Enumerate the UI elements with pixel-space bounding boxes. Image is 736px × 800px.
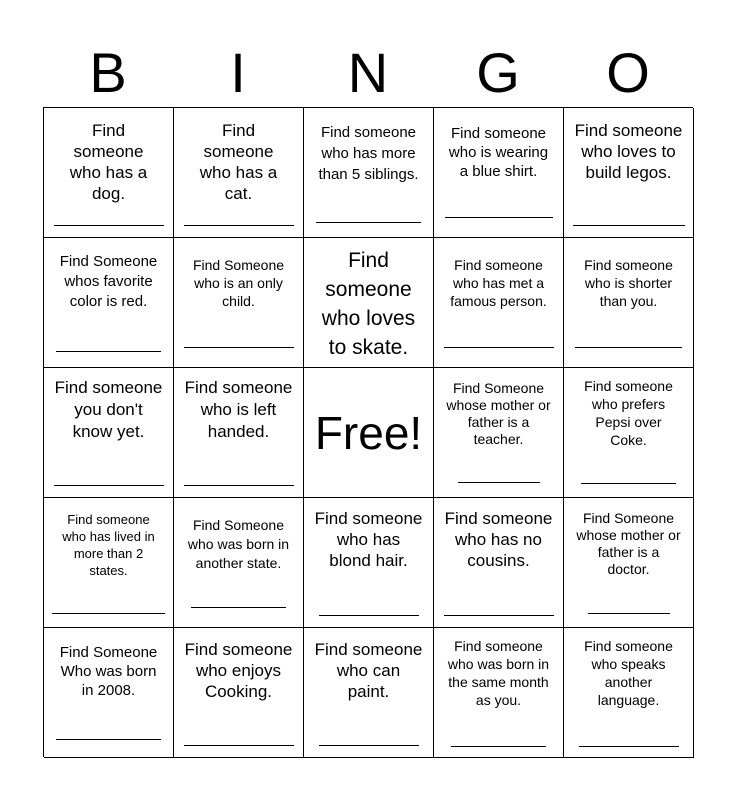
- answer-line: [184, 745, 294, 746]
- bingo-cell[interactable]: [44, 368, 174, 498]
- bingo-cell[interactable]: [434, 628, 564, 758]
- bingo-cell[interactable]: [304, 108, 434, 238]
- bingo-cell-text: Find someone who is left handed.: [184, 378, 293, 441]
- answer-line: [458, 482, 540, 483]
- answer-line: [56, 739, 161, 740]
- bingo-cell[interactable]: [304, 238, 434, 368]
- bingo-cell-text: Find Someone who was born in another state.: [187, 517, 290, 571]
- answer-line: [445, 217, 553, 218]
- free-space-label: Free!: [314, 406, 423, 459]
- bingo-cell-text: Find someone who was born in the same month as you.: [447, 638, 550, 708]
- bingo-cell-text: Find someone who can paint.: [314, 640, 423, 701]
- bingo-cell[interactable]: [434, 498, 564, 628]
- bingo-cell[interactable]: [44, 628, 174, 758]
- header-letter-o: O: [606, 41, 650, 104]
- header-letter-g: G: [476, 41, 520, 104]
- free-space-cell[interactable]: [304, 368, 434, 498]
- bingo-cell[interactable]: [564, 108, 694, 238]
- bingo-cell-text: Find someone who has more than 5 siblings.: [318, 124, 419, 183]
- bingo-cell[interactable]: [304, 498, 434, 628]
- bingo-cell[interactable]: [174, 108, 304, 238]
- answer-line: [54, 225, 164, 226]
- bingo-cell[interactable]: [174, 498, 304, 628]
- bingo-cell[interactable]: [434, 368, 564, 498]
- bingo-cell[interactable]: [174, 238, 304, 368]
- bingo-cell-text: Find someone who has no cousins.: [444, 509, 553, 570]
- bingo-cell-text: Find someone who has a dog.: [69, 121, 148, 203]
- bingo-cell[interactable]: [174, 628, 304, 758]
- header-letter-b: B: [89, 41, 127, 104]
- answer-line: [319, 745, 419, 746]
- bingo-cell[interactable]: [564, 368, 694, 498]
- bingo-cell-text: Find Someone Who was born in 2008.: [59, 644, 158, 699]
- answer-line: [444, 615, 554, 616]
- bingo-cell-text: Find Someone whose mother or father is a teacher.: [446, 380, 551, 447]
- bingo-grid: [43, 107, 693, 757]
- bingo-cell-text: Find Someone whos favorite color is red.: [59, 253, 158, 310]
- answer-line: [316, 222, 421, 223]
- bingo-cell-text: Find someone who is wearing a blue shirt.: [448, 125, 549, 180]
- bingo-cell-text: Find someone who has a cat.: [199, 121, 278, 203]
- answer-line: [56, 351, 161, 352]
- header-letter-n: N: [347, 41, 389, 104]
- bingo-cell-text: Find someone who loves to skate.: [321, 249, 416, 359]
- bingo-cell[interactable]: [44, 108, 174, 238]
- answer-line: [184, 485, 294, 486]
- bingo-cell-text: Find someone who has lived in more than 2 states.: [62, 512, 155, 578]
- answer-line: [184, 347, 294, 348]
- bingo-cell[interactable]: [564, 498, 694, 628]
- bingo-cell[interactable]: [434, 108, 564, 238]
- bingo-cell-text: Find someone who speaks another language.: [584, 638, 673, 708]
- answer-line: [575, 347, 682, 348]
- bingo-cell-text: Find someone who has met a famous person.: [450, 257, 547, 309]
- header-letter-i: I: [230, 41, 246, 104]
- bingo-cell[interactable]: [44, 238, 174, 368]
- bingo-cell[interactable]: [44, 498, 174, 628]
- bingo-cell-text: Find Someone whose mother or father is a doctor.: [576, 510, 681, 577]
- bingo-cell[interactable]: [304, 628, 434, 758]
- answer-line: [588, 613, 670, 614]
- bingo-header: [43, 40, 693, 106]
- answer-line: [581, 483, 676, 484]
- bingo-cell[interactable]: [174, 368, 304, 498]
- bingo-cell[interactable]: [564, 628, 694, 758]
- bingo-cell-text: Find someone who is shorter than you.: [584, 257, 673, 309]
- answer-line: [191, 607, 286, 608]
- answer-line: [579, 746, 679, 747]
- bingo-cell-text: Find someone you don't know yet.: [54, 378, 163, 441]
- answer-line: [52, 613, 165, 614]
- answer-line: [319, 615, 419, 616]
- answer-line: [451, 746, 546, 747]
- answer-line: [54, 485, 164, 486]
- bingo-cell[interactable]: [564, 238, 694, 368]
- answer-line: [444, 347, 554, 348]
- answer-line: [573, 225, 685, 226]
- bingo-cell-text: Find Someone who is an only child.: [192, 257, 285, 309]
- bingo-cell-text: Find someone who prefers Pepsi over Coke.: [584, 378, 673, 448]
- bingo-cell-text: Find someone who loves to build legos.: [574, 121, 683, 182]
- bingo-cell-text: Find someone who has blond hair.: [314, 509, 423, 570]
- answer-line: [184, 225, 294, 226]
- bingo-cell[interactable]: [434, 238, 564, 368]
- bingo-cell-text: Find someone who enjoys Cooking.: [184, 640, 293, 701]
